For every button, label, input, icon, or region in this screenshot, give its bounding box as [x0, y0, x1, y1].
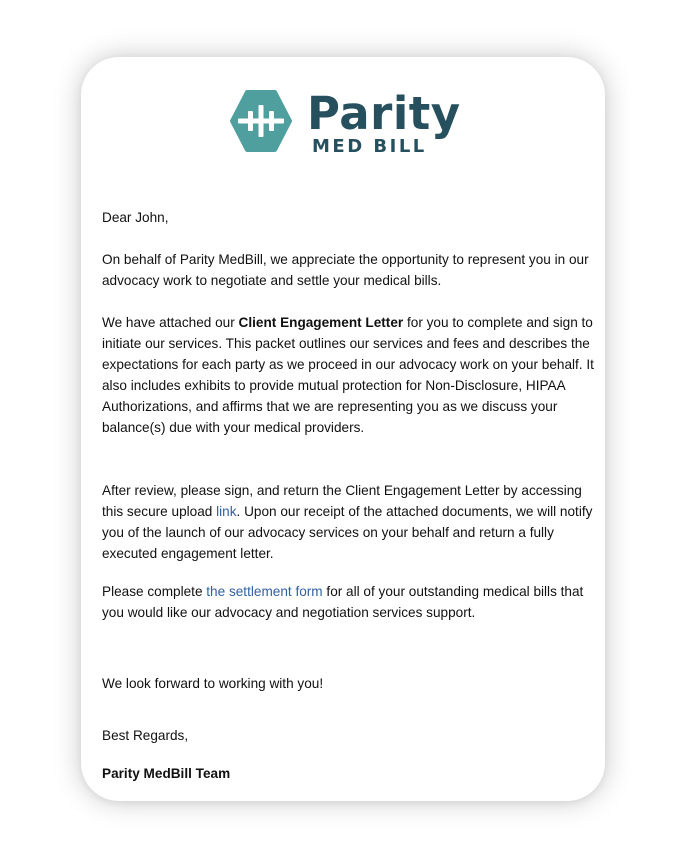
greeting: Dear John, [102, 210, 169, 225]
paragraph-text: Please complete [102, 584, 207, 599]
engagement-letter-emphasis: Client Engagement Letter [238, 315, 404, 330]
paragraph-text: for all of your outstanding medical bills that you would like our advocacy and negotiation services support. [102, 584, 584, 620]
paragraph-text: for you to complete and sign to initiate our services. This packet outlines our services and fees and describes the expectations for each party as we proceed in our advocacy work on your behalf. It also includes exhibits to provide mutual protection for Non-Disclosure, HIPAA Authorizations, and affirms that we are representing you as we discuss your balance(s) due with your medical providers. [102, 315, 594, 435]
brand-logo [229, 89, 459, 159]
closing: Best Regards, [102, 728, 189, 743]
paragraph-engagement-letter [102, 312, 594, 438]
paragraph-text: We have attached our [102, 315, 239, 330]
settlement-form-link[interactable]: the settlement form [206, 584, 323, 599]
signature-text: Parity MedBill Team [102, 766, 231, 781]
paragraph-intro: On behalf of Parity MedBill, we appreciate the opportunity to represent you in our advocacy work to negotiate and settle your medical bills. [102, 252, 589, 288]
paragraph-text: . Upon our receipt of the attached documents, we will notify you of the launch of our advocacy services on your behalf and return a fully executed engagement letter. [102, 504, 593, 561]
secure-upload-link[interactable]: link [216, 504, 237, 519]
hexagon-bars-icon [229, 89, 293, 153]
paragraph-look-forward: We look forward to working with you! [102, 676, 324, 691]
paragraph-settlement [102, 581, 594, 623]
brand-subtitle: MED BILL [312, 136, 427, 157]
brand-wordmark: Parity [307, 87, 461, 140]
letter-body [102, 207, 594, 784]
signature [102, 763, 594, 784]
paragraph-text: After review, please sign, and return the Client Engagement Letter by accessing this secure upload [102, 483, 582, 519]
paragraph-upload [102, 480, 594, 564]
email-card [81, 57, 605, 801]
